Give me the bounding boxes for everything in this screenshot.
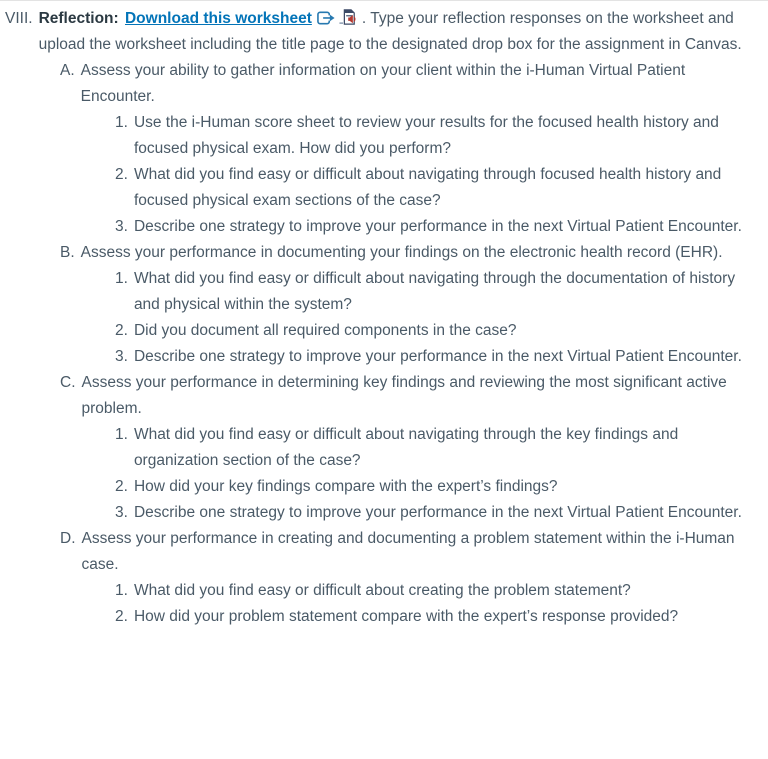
section-text: Assess your performance in documenting your findings on the electronic health record (EHR). (80, 244, 723, 261)
section-text: Assess your performance in determining key findings and reviewing the most significant active problem. (81, 374, 727, 417)
question-marker: 2. (115, 322, 128, 339)
outline-sections (5, 58, 762, 630)
question-item (115, 422, 762, 474)
question-item (115, 162, 762, 214)
section-marker: B. (60, 244, 75, 261)
reflection-label: Reflection: (38, 10, 119, 27)
question-item (115, 318, 762, 344)
question-text: Describe one strategy to improve your performance in the next Virtual Patient Encounter. (133, 504, 742, 521)
question-text: Did you document all required components in the case? (133, 322, 517, 339)
question-text: What did you find easy or difficult about navigating through the key findings and organization section of the case? (133, 426, 679, 469)
question-text: Describe one strategy to improve your performance in the next Virtual Patient Encounter. (133, 348, 742, 365)
section-marker: C. (60, 374, 76, 391)
question-item (115, 266, 762, 318)
question-text: What did you find easy or difficult about navigating through focused health history and focused physical exam sections of the case? (133, 166, 722, 209)
question-marker: 1. (115, 582, 128, 599)
document-audio-icon[interactable] (339, 8, 356, 26)
question-marker: 1. (115, 114, 128, 131)
question-marker: 1. (115, 426, 128, 443)
intro-text (39, 6, 762, 58)
section-item (60, 526, 762, 578)
question-marker: 3. (115, 218, 128, 235)
question-item (115, 604, 762, 630)
question-item (115, 110, 762, 162)
section-text: Assess your ability to gather information on your client within the i-Human Virtual Patient Encounter. (80, 62, 686, 105)
question-marker: 2. (115, 478, 128, 495)
question-marker: 3. (115, 348, 128, 365)
question-item (115, 214, 762, 240)
question-marker: 3. (115, 504, 128, 521)
export-icon[interactable] (316, 9, 335, 26)
question-marker: 2. (115, 166, 128, 183)
section-item (60, 240, 762, 266)
question-text: What did you find easy or difficult about creating the problem statement? (133, 582, 631, 599)
section-item (60, 370, 762, 422)
download-worksheet-link[interactable]: Download this worksheet (124, 10, 312, 27)
question-text: How did your key findings compare with the expert’s findings? (133, 478, 558, 495)
section-item (60, 58, 762, 110)
list-marker-viii: VIII. (5, 10, 33, 27)
question-marker: 2. (115, 608, 128, 625)
question-text: Describe one strategy to improve your performance in the next Virtual Patient Encounter. (133, 218, 742, 235)
intro-instructions-text: . Type your reflection responses on the worksheet and upload the worksheet including the title page to the designated drop box for the assignment in Canvas. (38, 10, 742, 53)
list-item-reflection (5, 6, 762, 58)
question-item (115, 500, 762, 526)
question-marker: 1. (115, 270, 128, 287)
question-item (115, 578, 762, 604)
question-item (115, 474, 762, 500)
section-marker: A. (60, 62, 75, 79)
question-item (115, 344, 762, 370)
section-marker: D. (60, 530, 76, 547)
section-text: Assess your performance in creating and documenting a problem statement within the i-Human case. (81, 530, 735, 573)
question-text: What did you find easy or difficult about navigating through the documentation of history and physical within the system? (133, 270, 736, 313)
question-text: How did your problem statement compare with the expert’s response provided? (133, 608, 679, 625)
question-text: Use the i-Human score sheet to review your results for the focused health history and focused physical exam. How did you perform? (133, 114, 719, 157)
